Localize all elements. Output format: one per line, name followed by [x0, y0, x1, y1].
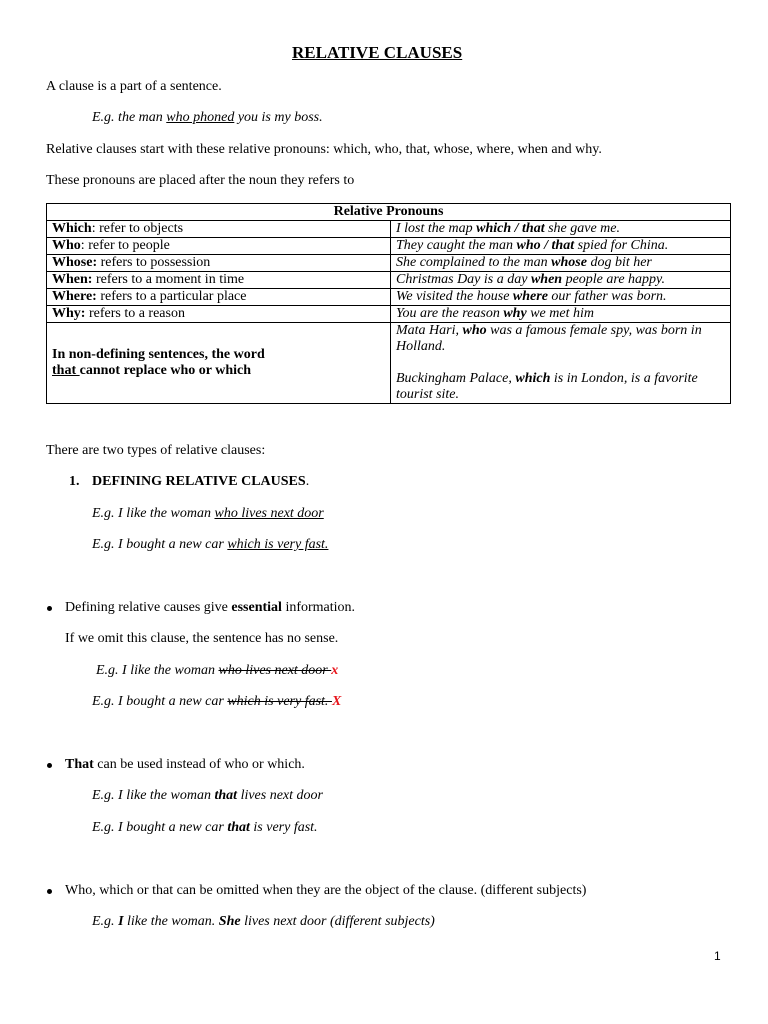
- table-row: [47, 306, 731, 323]
- pronoun-cell: Why: refers to a reason: [47, 306, 391, 323]
- bullet-marker: [47, 763, 52, 768]
- omitted-example-1: E.g. I like the woman who lives next door x: [96, 663, 339, 678]
- bullet-marker: [47, 606, 52, 611]
- table-row: [47, 255, 731, 272]
- pronoun-cell: Where: refers to a particular place: [47, 289, 391, 306]
- defining-example-2: E.g. I bought a new car which is very fast.: [92, 537, 329, 552]
- relative-pronouns-table: [46, 203, 731, 404]
- intro-line-3: These pronouns are placed after the noun they refers to: [46, 173, 355, 188]
- intro-example: E.g. the man who phoned you is my boss.: [92, 110, 323, 125]
- bullet-3-text: Who, which or that can be omitted when they are the object of the clause. (different subjects): [65, 883, 587, 898]
- nondefining-rule-cell: [47, 323, 391, 404]
- table-header-row: [47, 204, 731, 221]
- example-cell: We visited the house where our father was born.: [391, 289, 731, 306]
- omitted-example-2: E.g. I bought a new car which is very fast. X: [92, 694, 342, 709]
- example-cell: Christmas Day is a day when people are happy.: [391, 272, 731, 289]
- bullet-marker: [47, 889, 52, 894]
- nondefining-rule-line-2: that cannot replace who or which: [52, 363, 251, 378]
- defining-example-1: E.g. I like the woman who lives next door: [92, 506, 324, 521]
- table-row: [47, 238, 731, 255]
- section-heading: DEFINING RELATIVE CLAUSES.: [92, 474, 310, 489]
- pronoun-cell: When: refers to a moment in time: [47, 272, 391, 289]
- pronoun-cell: Which: refer to objects: [47, 221, 391, 238]
- table-row-nondefining: [47, 323, 731, 404]
- nondefining-example-1: Mata Hari, who was a famous female spy, was born in Holland.: [396, 323, 702, 354]
- bullet-1-text: Defining relative causes give essential information.: [65, 600, 356, 615]
- intro-line-2: Relative clauses start with these relative pronouns: which, who, that, whose, where, when and why.: [46, 142, 602, 157]
- that-example-2: E.g. I bought a new car that is very fast.: [92, 820, 318, 835]
- example-cell: She complained to the man whose dog bit her: [391, 255, 731, 272]
- bullet-1-line-2: If we omit this clause, the sentence has no sense.: [65, 631, 339, 646]
- table-row: [47, 221, 731, 238]
- that-example-1: E.g. I like the woman that lives next door: [92, 788, 323, 803]
- nondefining-example-2: Buckingham Palace, which is in London, is a favorite tourist site.: [396, 371, 698, 402]
- section-number: 1.: [69, 474, 80, 489]
- example-cell: I lost the map which / that she gave me.: [391, 221, 731, 238]
- pronoun-cell: Who: refer to people: [47, 238, 391, 255]
- example-cell: They caught the man who / that spied for China.: [391, 238, 731, 255]
- intro-line-1: A clause is a part of a sentence.: [46, 79, 222, 94]
- table-row: [47, 289, 731, 306]
- example-cell: You are the reason why we met him: [391, 306, 731, 323]
- table-header: Relative Pronouns: [47, 204, 731, 221]
- omission-example: E.g. I like the woman. She lives next door (different subjects): [92, 914, 435, 929]
- types-intro: There are two types of relative clauses:: [46, 443, 266, 458]
- page-title: RELATIVE CLAUSES: [292, 43, 463, 62]
- bullet-2-text: That can be used instead of who or which.: [65, 757, 305, 772]
- wrong-mark: x: [331, 663, 339, 678]
- page-number: 1: [714, 949, 721, 963]
- table-row: [47, 272, 731, 289]
- nondefining-rule-line-1: In non-defining sentences, the word: [52, 347, 265, 362]
- pronoun-cell: Whose: refers to possession: [47, 255, 391, 272]
- wrong-mark: X: [331, 694, 342, 709]
- nondefining-example-cell: [391, 323, 731, 404]
